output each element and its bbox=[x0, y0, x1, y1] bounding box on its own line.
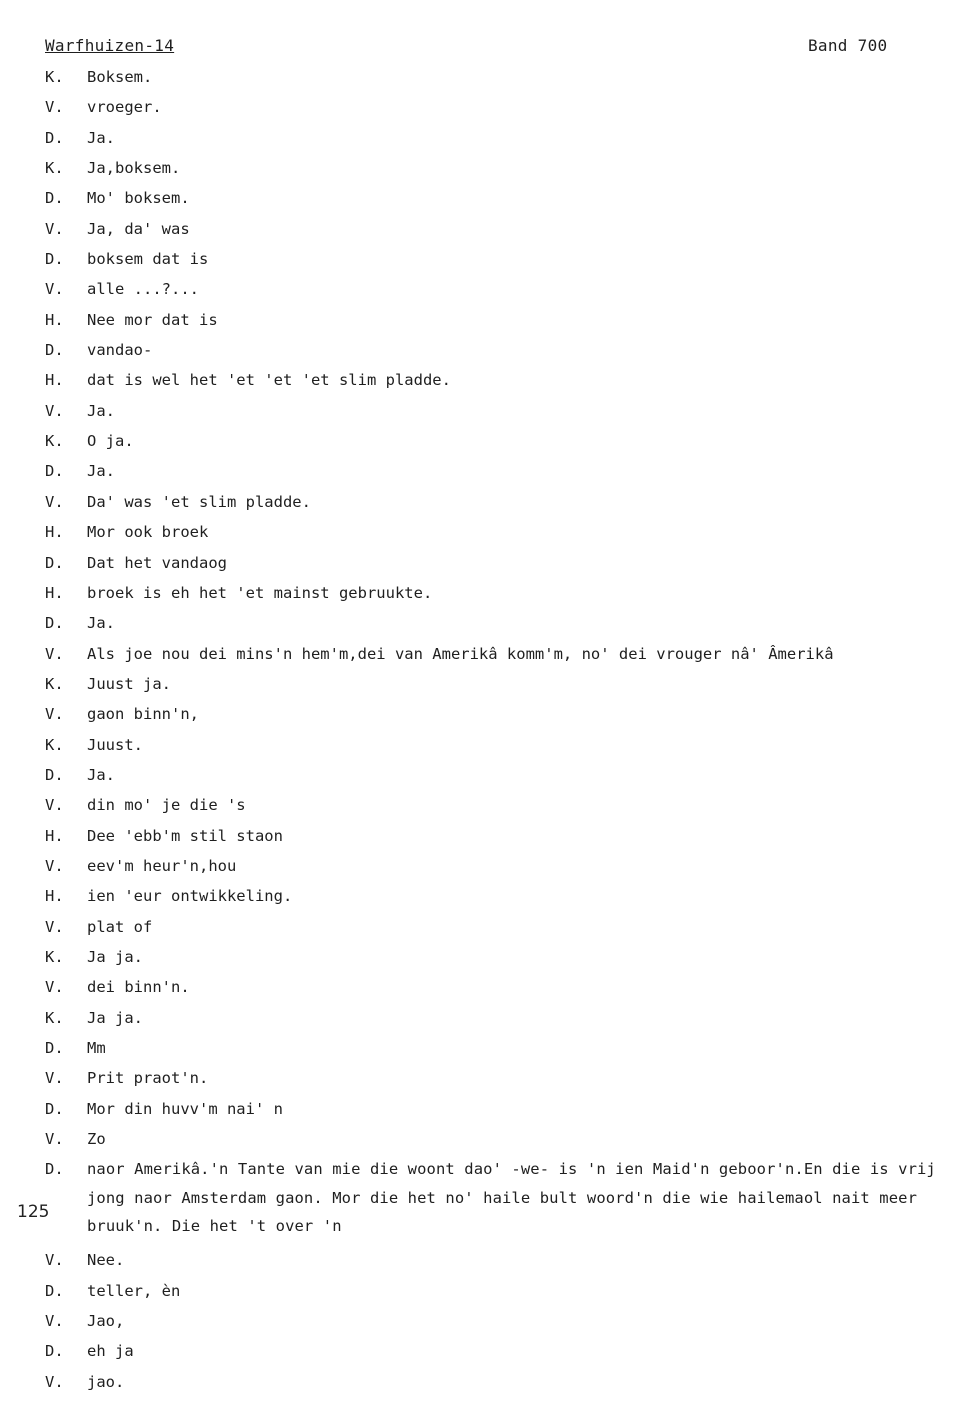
utterance-text: Ja. bbox=[87, 401, 115, 420]
speaker-label: V. bbox=[45, 1372, 64, 1391]
speaker-label: D. bbox=[45, 250, 64, 269]
utterance-text: plat of bbox=[87, 917, 153, 936]
transcript-line bbox=[45, 1310, 965, 1332]
speaker-label: D. bbox=[45, 553, 64, 572]
speaker-label: H. bbox=[45, 887, 64, 906]
utterance-text: Nee mor dat is bbox=[87, 310, 218, 329]
speaker-label: D. bbox=[45, 128, 64, 147]
transcript-line bbox=[45, 976, 965, 998]
speaker-label: K. bbox=[45, 159, 64, 178]
utterance-text: eh ja bbox=[87, 1342, 134, 1361]
speaker-label: D. bbox=[45, 614, 64, 633]
speaker-label: V. bbox=[45, 219, 64, 238]
transcript-line bbox=[45, 612, 965, 634]
transcript-line bbox=[45, 521, 965, 543]
speaker-label: V. bbox=[45, 1130, 64, 1149]
utterance-text: ien 'eur ontwikkeling. bbox=[87, 887, 293, 906]
transcript-line bbox=[45, 582, 965, 604]
utterance-text: dei binn'n. bbox=[87, 978, 190, 997]
utterance-text: Ja,boksem. bbox=[87, 159, 181, 178]
speaker-label: V. bbox=[45, 644, 64, 663]
transcript-line bbox=[45, 309, 965, 331]
utterance-text: Juust. bbox=[87, 735, 143, 754]
utterance-text: naor Amerikâ.'n Tante van mie die woont dao' -we- is 'n ien Maid'n geboor'n.En die is vrij jong naor Amsterdam gaon. Mor die het no' haile bult woord'n die wie hailemaol nait meer bruuk'n. Die het 't over 'n bbox=[87, 1160, 936, 1236]
speaker-label: V. bbox=[45, 492, 64, 511]
speaker-label: K. bbox=[45, 947, 64, 966]
transcript-line bbox=[45, 1037, 965, 1059]
speaker-label: K. bbox=[45, 68, 64, 86]
speaker-label: K. bbox=[45, 432, 64, 451]
speaker-label: D. bbox=[45, 1099, 64, 1118]
transcript-line bbox=[45, 278, 965, 300]
transcript-line bbox=[45, 430, 965, 452]
transcript-line bbox=[45, 248, 965, 270]
transcript-line bbox=[45, 1067, 965, 1089]
utterance-text: Nee. bbox=[87, 1251, 125, 1270]
transcript-line bbox=[45, 1371, 965, 1393]
utterance-text: jao. bbox=[87, 1372, 125, 1391]
speaker-label: D. bbox=[45, 1281, 64, 1300]
speaker-label: D. bbox=[45, 765, 64, 784]
utterance-text: O ja. bbox=[87, 432, 134, 451]
speaker-label: V. bbox=[45, 978, 64, 997]
transcript-line bbox=[45, 673, 965, 695]
speaker-label: V. bbox=[45, 1311, 64, 1330]
utterance-text: boksem dat is bbox=[87, 250, 209, 269]
utterance-text: Ja. bbox=[87, 765, 115, 784]
speaker-label: D. bbox=[45, 1160, 64, 1179]
transcript-line bbox=[45, 885, 965, 907]
speaker-label: D. bbox=[45, 1039, 64, 1057]
utterance-text: alle ...?... bbox=[87, 280, 199, 299]
transcript-line bbox=[45, 1249, 965, 1271]
speaker-label: H. bbox=[45, 371, 64, 390]
utterance-text: Mor din huvv'm nai' n bbox=[87, 1099, 283, 1118]
speaker-label: D. bbox=[45, 462, 64, 481]
utterance-text: teller, èn bbox=[87, 1281, 181, 1300]
transcript-line bbox=[45, 1340, 965, 1362]
tape-number: Band 700 bbox=[808, 36, 888, 55]
document-title: Warfhuizen-14 bbox=[45, 36, 175, 55]
speaker-label: H. bbox=[45, 310, 64, 329]
utterance-text: Als joe nou dei mins'n hem'm,dei van Amerikâ komm'm, no' dei vrouger nâ' Âmerikâ bbox=[87, 644, 834, 663]
transcript-line bbox=[45, 1098, 965, 1120]
transcript-line bbox=[45, 916, 965, 938]
utterance-text: Ja. bbox=[87, 614, 115, 633]
speaker-label: H. bbox=[45, 583, 64, 602]
transcript-line bbox=[45, 460, 965, 482]
speaker-label: V. bbox=[45, 1251, 64, 1270]
utterance-text: Ja. bbox=[87, 462, 115, 481]
utterance-text: din mo' je die 's bbox=[87, 796, 246, 815]
speaker-label: D. bbox=[45, 1342, 64, 1361]
transcript-line bbox=[45, 552, 965, 574]
utterance-text: Dat het vandaog bbox=[87, 553, 227, 572]
speaker-label: K. bbox=[45, 674, 64, 693]
transcript-line bbox=[45, 218, 965, 240]
transcript-line bbox=[45, 643, 965, 665]
margin-number: 125 bbox=[17, 1202, 50, 1222]
utterance-text: Ja, da' was bbox=[87, 219, 190, 238]
transcript-line bbox=[45, 1128, 965, 1150]
transcript-line bbox=[45, 855, 965, 877]
transcript-line bbox=[45, 794, 965, 816]
utterance-text: Ja. bbox=[87, 128, 115, 147]
utterance-text: Zo bbox=[87, 1130, 106, 1149]
transcript-line bbox=[45, 339, 965, 361]
utterance-text: Mor ook broek bbox=[87, 523, 209, 542]
transcript-lines bbox=[45, 66, 965, 1401]
transcript-line bbox=[45, 66, 965, 88]
speaker-label: V. bbox=[45, 705, 64, 724]
utterance-text: Mo' boksem. bbox=[87, 189, 190, 208]
utterance-text: Dee 'ebb'm stil staon bbox=[87, 826, 283, 845]
speaker-label: V. bbox=[45, 280, 64, 299]
speaker-label: K. bbox=[45, 1008, 64, 1027]
utterance-text: Boksem. bbox=[87, 68, 153, 86]
speaker-label: V. bbox=[45, 401, 64, 420]
utterance-text: Juust ja. bbox=[87, 674, 171, 693]
transcript-line bbox=[45, 764, 965, 786]
utterance-text: Ja ja. bbox=[87, 1008, 143, 1027]
speaker-label: V. bbox=[45, 796, 64, 815]
transcript-line bbox=[45, 1007, 965, 1029]
speaker-label: V. bbox=[45, 856, 64, 875]
utterance-text: Prit praot'n. bbox=[87, 1069, 209, 1088]
utterance-text: Da' was 'et slim pladde. bbox=[87, 492, 311, 511]
speaker-label: H. bbox=[45, 523, 64, 542]
utterance-text: dat is wel het 'et 'et 'et slim pladde. bbox=[87, 371, 451, 390]
transcript-line bbox=[45, 400, 965, 422]
utterance-text: eev'm heur'n,hou bbox=[87, 856, 237, 875]
speaker-label: D. bbox=[45, 341, 64, 360]
transcript-line bbox=[45, 96, 965, 118]
transcript-line bbox=[45, 703, 965, 725]
transcript-line bbox=[45, 946, 965, 968]
transcript-line bbox=[45, 491, 965, 513]
utterance-text: vroeger. bbox=[87, 98, 162, 117]
transcript-line bbox=[45, 1158, 965, 1241]
speaker-label: V. bbox=[45, 1069, 64, 1088]
transcript-line bbox=[45, 127, 965, 149]
transcript-line bbox=[45, 734, 965, 756]
transcript-line bbox=[45, 1280, 965, 1302]
transcript-line bbox=[45, 157, 965, 179]
speaker-label: V. bbox=[45, 917, 64, 936]
speaker-label: K. bbox=[45, 735, 64, 754]
speaker-label: V. bbox=[45, 98, 64, 117]
utterance-text: Mm bbox=[87, 1039, 106, 1057]
utterance-text: vandao- bbox=[87, 341, 153, 360]
transcript-line bbox=[45, 369, 965, 391]
transcript-line bbox=[45, 187, 965, 209]
utterance-text: Jao, bbox=[87, 1311, 125, 1330]
utterance-text: Ja ja. bbox=[87, 947, 143, 966]
transcript-line bbox=[45, 825, 965, 847]
utterance-text: gaon binn'n, bbox=[87, 705, 199, 724]
utterance-text: broek is eh het 'et mainst gebruukte. bbox=[87, 583, 433, 602]
speaker-label: D. bbox=[45, 189, 64, 208]
speaker-label: H. bbox=[45, 826, 64, 845]
